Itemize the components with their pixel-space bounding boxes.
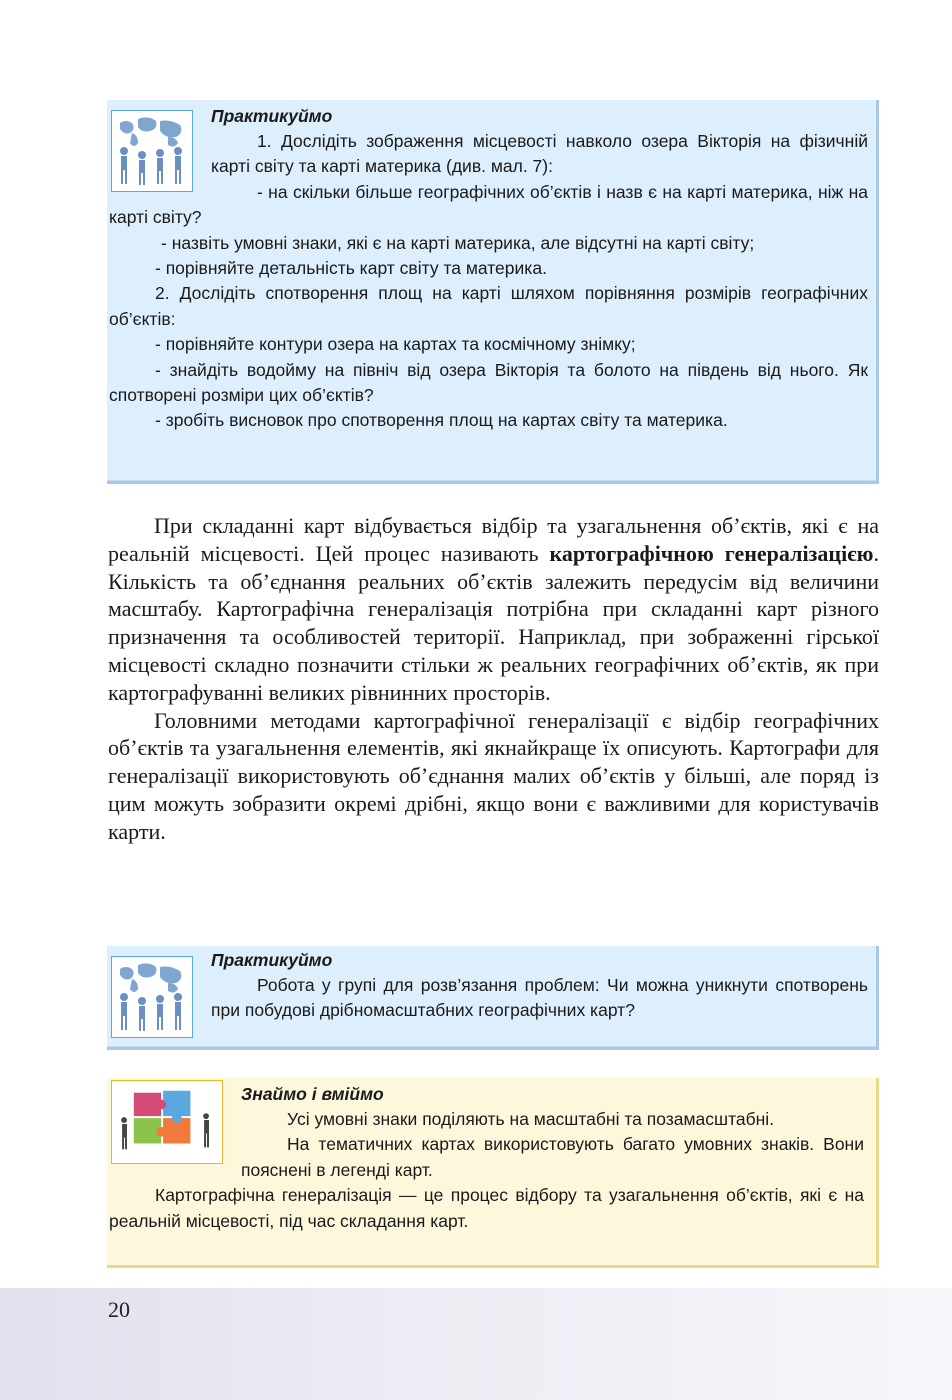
task-text: - на скільки більше географічних об’єктів і назв є на карті материка, ніж на карті світу?	[109, 181, 868, 228]
task-text: - порівняйте детальність карт світу та материка.	[155, 258, 547, 279]
info-text: На тематичних картах використовують багато умовних знаків. Вони пояснені в легенді карт.	[241, 1134, 864, 1180]
puzzle-team-icon	[111, 1080, 223, 1164]
task-text: - назвіть умовні знаки, які є на карті материка, але відсутні на карті світу;	[161, 232, 755, 253]
paragraph: Головними методами картографічної генералізації є відбір географічних об’єктів та узагальнення елементів, які якнайкраще їх описують. Картографи для генералізації використовують об’єднання малих об’єктів у більші, але поряд із цим можуть зобразити окремі дрібні, якщо вони є важливими для користувачів карти.	[108, 707, 879, 844]
info-text: Картографічна генералізація — це процес відбору та узагальнення об’єктів, які є на реальній місцевості, під час складання карт.	[109, 1185, 864, 1231]
page-footer-band	[0, 1288, 952, 1400]
paragraph-text: При складанні карт відбувається відбір та узагальнення об’єктів, які є на реальній місцевості. Цей процес називають	[108, 513, 879, 566]
box-title: Практикуймо	[211, 950, 333, 970]
box-title: Знаймо і вміймо	[241, 1084, 384, 1104]
main-text	[108, 512, 879, 846]
info-text: Усі умовні знаки поділяють на масштабні та позамасштабні.	[287, 1109, 775, 1129]
know-box	[107, 1078, 879, 1268]
task-text: 2. Дослідіть спотворення площ на карті шляхом порівняння розмірів географічних об’єктів:	[109, 283, 868, 329]
task-text: Робота у групі для розв’язання проблем: Чи можна уникнути спотворень при побудові дрібномасштабних географічних карт?	[211, 975, 868, 1021]
task-text: - зробіть висновок про спотворення площ на картах світу та материка.	[155, 410, 728, 431]
practice-box-1	[107, 100, 879, 484]
term-bold: картографічною генералізацією	[549, 540, 874, 566]
world-people-icon	[111, 110, 193, 192]
paragraph-text: . Кількість та об’єднання реальних об’єктів залежить передусім від величини масштабу. Картографічна генералізація потрібна при складанні карт різного призначення та особливостей території. Наприклад, при зображенні гірської місцевості складно позначити стільки ж реальних географічних об’єктів, як при картографуванні великих рівнинних просторів.	[108, 540, 879, 705]
task-text: 1. Дослідіть зображення місцевості навколо озера Вікторія на фізичній карті світу та карті материка (див. мал. 7):	[211, 131, 868, 177]
world-people-icon	[111, 956, 193, 1038]
box-title: Практикуймо	[211, 106, 333, 126]
task-text: - порівняйте контури озера на картах та космічному знімку;	[155, 334, 636, 355]
paragraph	[108, 512, 879, 707]
page-number: 20	[108, 1297, 130, 1322]
task-text: - знайдіть водойму на північ від озера Вікторія та болото на південь від нього. Як спотворені розміри цих об’єктів?	[109, 359, 868, 406]
practice-box-2	[107, 946, 879, 1050]
